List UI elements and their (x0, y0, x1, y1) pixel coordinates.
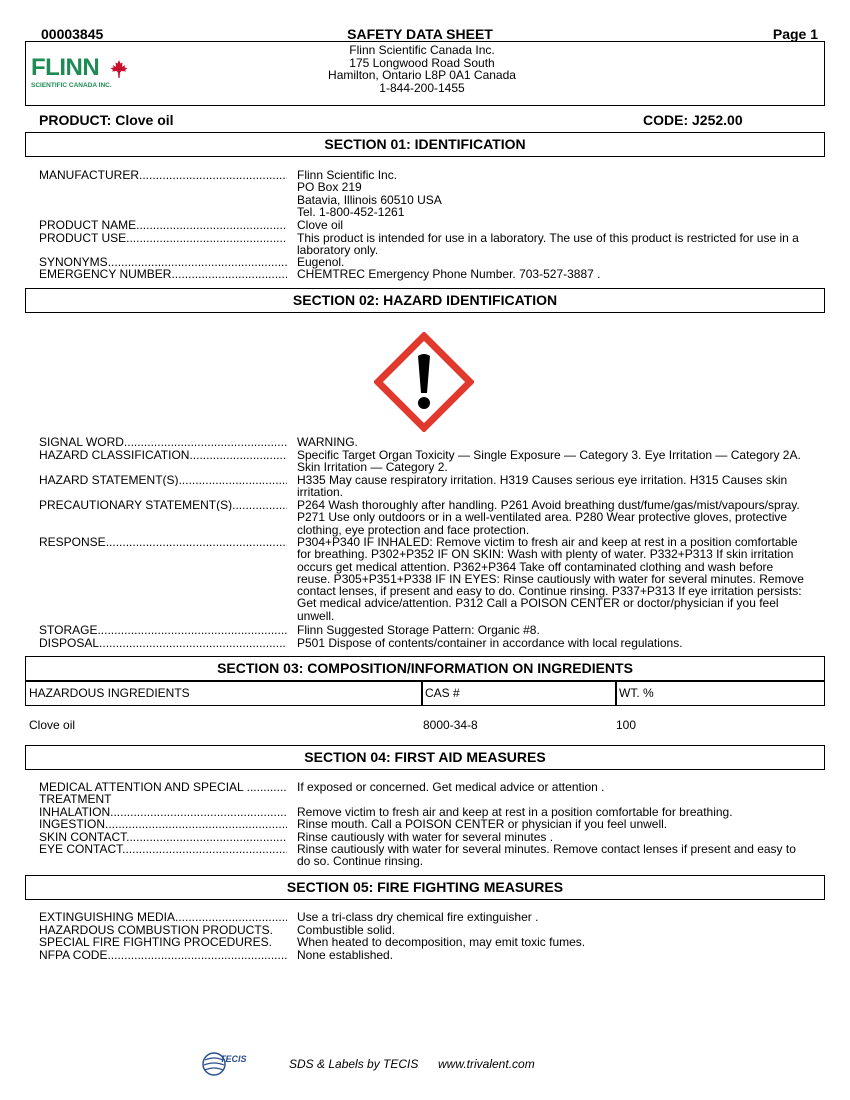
document-number: 00003845 (41, 26, 104, 42)
medical-attention-label-cont: TREATMENT (39, 792, 112, 806)
ingestion-value: Rinse mouth. Call a POISON CENTER or physician if you feel unwell. (297, 817, 668, 831)
footer-url[interactable]: www.trivalent.com (438, 1057, 535, 1071)
column-header-cas: CAS # (425, 686, 460, 700)
hazard-classification-label: HAZARD CLASSIFICATION ..... (39, 449, 287, 461)
document-title: SAFETY DATA SHEET (347, 26, 493, 42)
product-code: CODE: J252.00 (643, 112, 743, 128)
inhalation-label: INHALATION ..... (39, 806, 287, 818)
product-use-value: This product is intended for use in a laboratory. The use of this product is restricted for use in a laboratory only. (297, 231, 799, 258)
synonyms-label: SYNONYMS ..... (39, 256, 287, 268)
ingredient-cas: 8000-34-8 (423, 718, 478, 732)
logo-text: FLINN (31, 54, 100, 81)
section-02-title: SECTION 02: HAZARD IDENTIFICATION (25, 288, 825, 313)
product-name-value: Clove oil (297, 218, 344, 232)
fire-procedures-label: SPECIAL FIRE FIGHTING PROCEDURES. (39, 935, 272, 949)
address-line: 1-844-200-1455 (379, 80, 465, 95)
extinguishing-media-value: Use a tri-class dry chemical fire extinguisher . (297, 910, 539, 924)
company-address (272, 44, 572, 94)
manufacturer-label: MANUFACTURER ..... (39, 169, 287, 181)
fire-procedures-value: When heated to decomposition, may emit toxic fumes. (297, 935, 586, 949)
storage-label: STORAGE ..... (39, 624, 287, 636)
storage-value: Flinn Suggested Storage Pattern: Organic #8. (297, 623, 540, 637)
manufacturer-value: Flinn Scientific Inc. PO Box 219 Batavia, Illinois 60510 USA Tel. 1-800-452-1261 (297, 168, 442, 219)
section-04-title: SECTION 04: FIRST AID MEASURES (25, 745, 825, 770)
ingredient-name: Clove oil (29, 718, 76, 732)
maple-leaf-icon (109, 59, 129, 79)
hazard-statements-value: H335 May cause respiratory irritation. H319 Causes serious eye irritation. H315 Causes skin irritation. (297, 473, 788, 500)
combustion-products-label: HAZARDOUS COMBUSTION PRODUCTS. (39, 923, 274, 937)
eye-contact-label: EYE CONTACT ..... (39, 843, 287, 855)
product-name-label: PRODUCT NAME ..... (39, 219, 287, 231)
table-divider (615, 681, 617, 706)
emergency-label: EMERGENCY NUMBER ..... (39, 268, 287, 280)
ingredient-wt: 100 (616, 718, 637, 732)
precautionary-statements-label: PRECAUTIONARY STATEMENT(S) ..... (39, 499, 287, 511)
disposal-label: DISPOSAL ..... (39, 637, 287, 649)
synonyms-value: Eugenol. (297, 255, 345, 269)
skin-contact-value: Rinse cautiously with water for several minutes . (297, 830, 554, 844)
combustion-products-value: Combustible solid. (297, 923, 396, 937)
hazard-statements-label: HAZARD STATEMENT(S) ..... (39, 474, 287, 486)
ingestion-label: INGESTION ..... (39, 818, 287, 830)
product-use-label: PRODUCT USE ..... (39, 232, 287, 244)
page-number: Page 1 (772, 26, 818, 42)
nfpa-code-value: None established. (297, 948, 394, 962)
section-05-title: SECTION 05: FIRE FIGHTING MEASURES (25, 875, 825, 900)
nfpa-code-label: NFPA CODE ..... (39, 949, 287, 961)
table-divider (421, 681, 423, 706)
skin-contact-label: SKIN CONTACT ..... (39, 831, 287, 843)
response-value: P304+P340 IF INHALED: Remove victim to fresh air and keep at rest in a position comfortable for breathing. P302+P352 IF ON SKIN: Wash with plenty of water. P332+P313 If skin irritation occurs get medical attention. P362+P364 Take off contaminated clothing and wash before reuse. P305+P351+P338 IF IN EYES: Rinse cautiously with water for several minutes. Remove contact lenses, if present and easy to do. Continue rinsing. P337+P313 If eye irritation persists: Get medical advice/attention. P312 Call a POISON CENTER or doctor/physician if you feel unwell. (297, 535, 804, 623)
manufacturer-row (39, 169, 809, 219)
signal-word-label: SIGNAL WORD ..... (39, 436, 287, 448)
company-logo (31, 56, 131, 92)
column-header-wt: WT. % (619, 686, 654, 700)
precautionary-statements-value: P264 Wash thoroughly after handling. P261 Avoid breathing dust/fume/gas/mist/vapours/spray. P271 Use only outdoors or in a well-ventilated area. P280 Wear protective gloves, protective clothing, eye protection and face protection. (297, 498, 800, 537)
exclamation-mark-pictogram-icon (374, 332, 474, 432)
product-name-header: PRODUCT: Clove oil (39, 112, 174, 128)
logo-subtext: SCIENTIFIC CANADA INC. (31, 82, 112, 89)
eye-contact-value: Rinse cautiously with water for several minutes. Remove contact lenses if present and easy to do so. Continue rinsing. (297, 842, 796, 869)
emergency-value: CHEMTREC Emergency Phone Number. 703-527-3887 . (297, 267, 601, 281)
section-03-title: SECTION 03: COMPOSITION/INFORMATION ON INGREDIENTS (25, 656, 825, 681)
footer-credit: SDS & Labels by TECIS (289, 1057, 419, 1071)
tecis-logo (201, 1051, 261, 1077)
address-line: Flinn Scientific Canada Inc. (349, 43, 495, 57)
medical-attention-value: If exposed or concerned. Get medical advice or attention . (297, 780, 605, 794)
tecis-logo-text: TECIS (220, 1054, 247, 1064)
section-01-title: SECTION 01: IDENTIFICATION (25, 132, 825, 157)
response-label: RESPONSE ..... (39, 536, 287, 548)
disposal-value: P501 Dispose of contents/container in accordance with local regulations. (297, 636, 683, 650)
inhalation-value: Remove victim to fresh air and keep at rest in a position comfortable for breathing. (297, 805, 733, 819)
medical-attention-label: MEDICAL ATTENTION AND SPECIAL ..... (39, 781, 287, 793)
address-line: Hamilton, Ontario L8P 0A1 Canada (328, 68, 516, 82)
hazard-classification-value: Specific Target Organ Toxicity — Single Exposure — Category 3. Eye Irritation — Category 2A. Skin Irritation — Category 2. (297, 448, 801, 475)
address-line: 175 Longwood Road South (349, 55, 495, 70)
extinguishing-media-label: EXTINGUISHING MEDIA ..... (39, 911, 287, 923)
column-header-ingredient: HAZARDOUS INGREDIENTS (29, 686, 190, 700)
signal-word-value: WARNING. (297, 435, 358, 449)
